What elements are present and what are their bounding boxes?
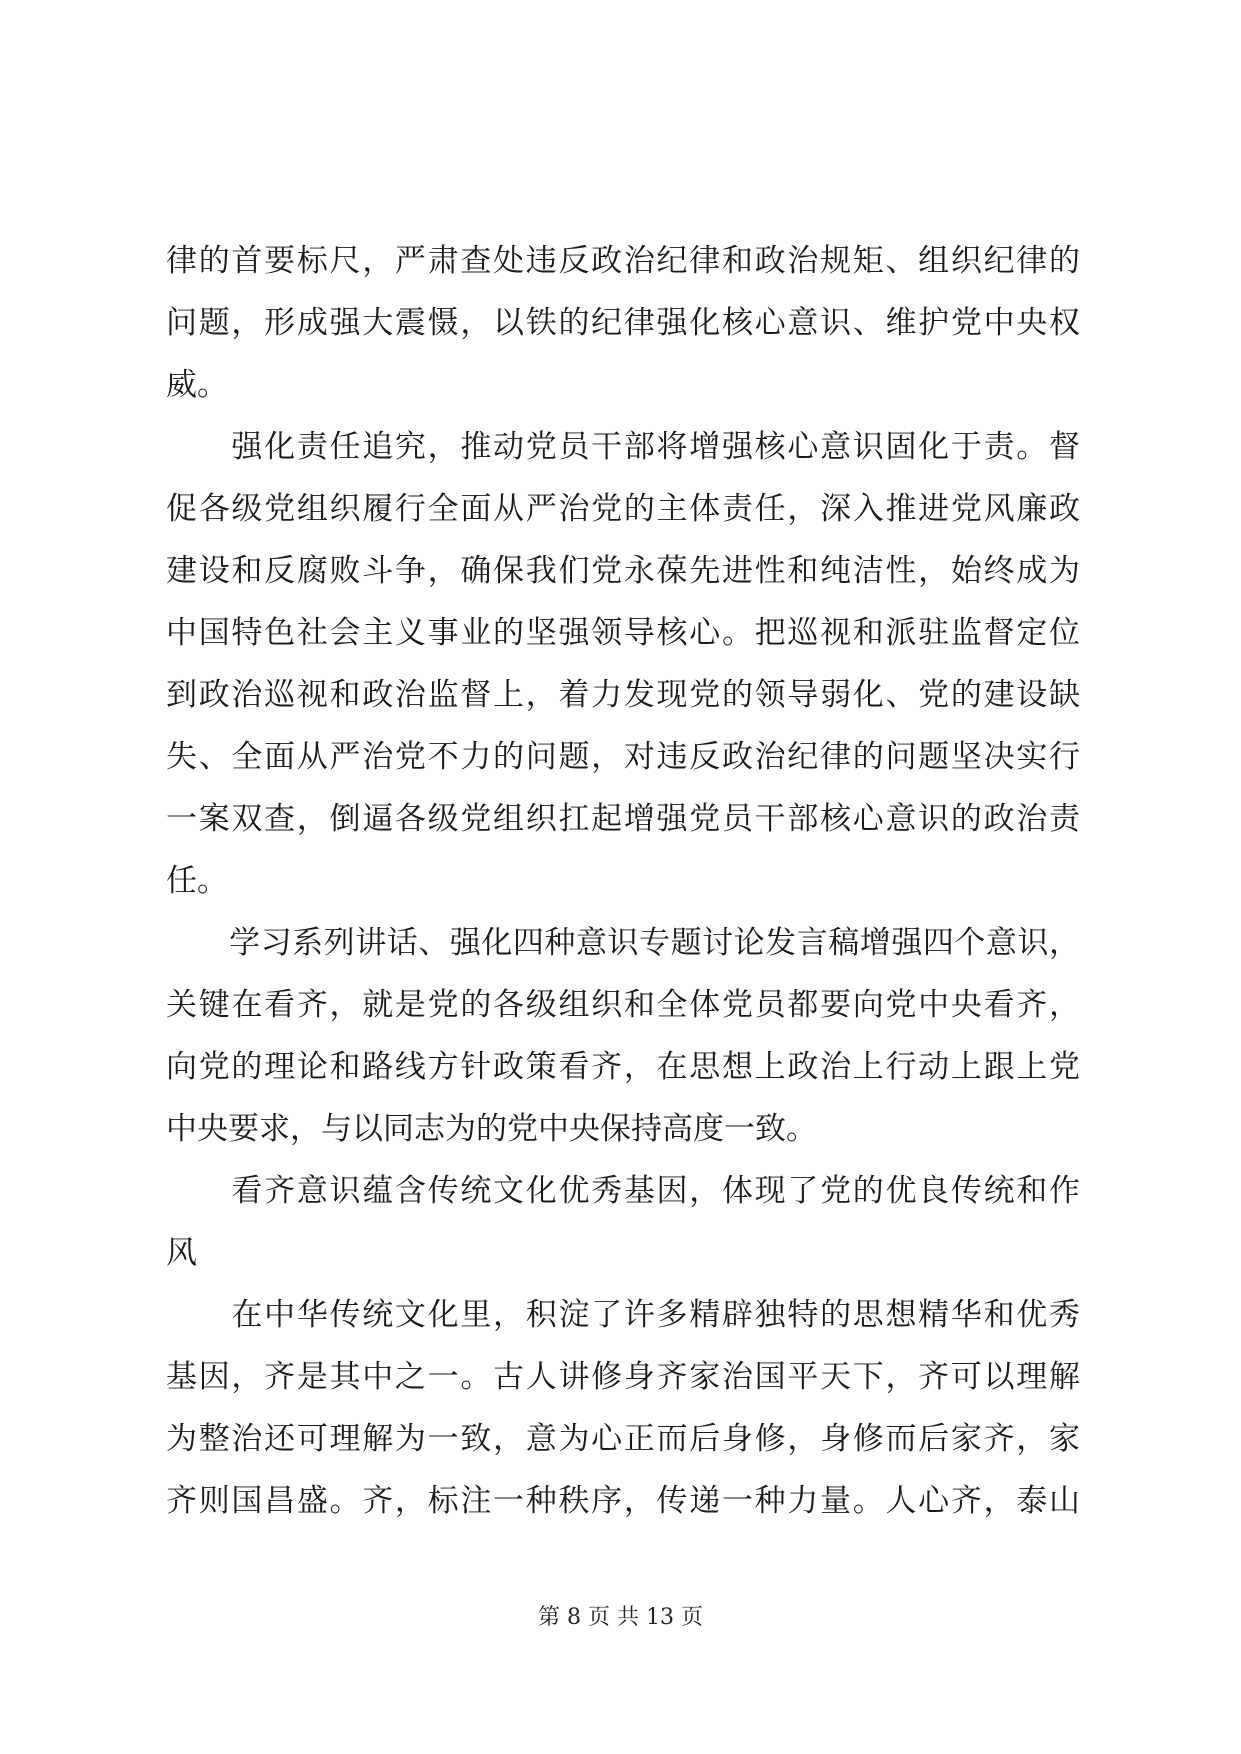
text-line: 基因，齐是其中之一。古人讲修身齐家治国平天下，齐可以理解 [166, 1359, 1080, 1395]
text-line: 失、全面从严治党不力的问题，对违反政治纪律的问题坚决实行 [166, 739, 1080, 775]
text-line: 问题，形成强大震慑，以铁的纪律强化核心意识、维护党中央权 [166, 305, 1080, 341]
text-line: 关键在看齐，就是党的各级组织和全体党员都要向党中央看齐， [166, 987, 1080, 1023]
text-line: 任。 [166, 863, 228, 899]
text-line: 一案双查，倒逼各级党组织扛起增强党员干部核心意识的政治责 [166, 801, 1080, 837]
text-line: 中央要求，与以同志为的党中央保持高度一致。 [166, 1111, 817, 1147]
text-line: 建设和反腐败斗争，确保我们党永葆先进性和纯洁性，始终成为 [166, 553, 1080, 589]
text-line: 律的首要标尺，严肃查处违反政治纪律和政治规矩、组织纪律的 [166, 243, 1080, 279]
text-line: 强化责任追究，推动党员干部将增强核心意识固化于责。督 [166, 429, 1080, 465]
text-line: 中国特色社会主义事业的坚强领导核心。把巡视和派驻监督定位 [166, 615, 1080, 651]
text-line: 看齐意识蕴含传统文化优秀基因，体现了党的优良传统和作 [166, 1173, 1080, 1209]
page-footer: 第 8 页 共 13 页 [538, 1605, 703, 1630]
text-line: 促各级党组织履行全面从严治党的主体责任，深入推进党风廉政 [166, 491, 1080, 527]
text-line: 威。 [166, 367, 228, 403]
text-line: 到政治巡视和政治监督上，着力发现党的领导弱化、党的建设缺 [166, 677, 1080, 713]
text-line: 为整治还可理解为一致，意为心正而后身修，身修而后家齐，家 [166, 1421, 1080, 1457]
text-line: 齐则国昌盛。齐，标注一种秩序，传递一种力量。人心齐，泰山 [166, 1483, 1080, 1519]
text-line: 向党的理论和路线方针政策看齐，在思想上政治上行动上跟上党 [166, 1049, 1080, 1085]
body-text [166, 230, 1080, 1532]
text-line: 风 [166, 1235, 197, 1271]
text-line: 在中华传统文化里，积淀了许多精辟独特的思想精华和优秀 [166, 1297, 1080, 1333]
text-line: 学习系列讲话、强化四种意识专题讨论发言稿增强四个意识， [166, 925, 1080, 961]
